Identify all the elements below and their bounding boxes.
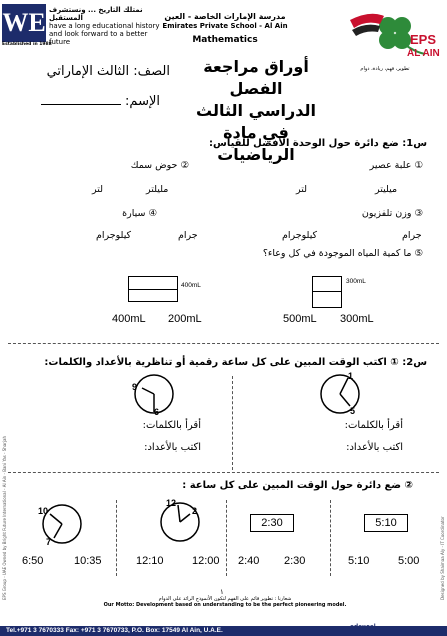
clock-c bbox=[158, 498, 202, 544]
clock-d-label-2: 7 bbox=[46, 537, 52, 546]
clock-a-label-1: 1 bbox=[348, 371, 354, 381]
q1-item-2-unit-b[interactable]: لتر bbox=[92, 184, 104, 195]
container-right bbox=[312, 276, 342, 308]
clock-b-label-2: 6 bbox=[154, 407, 160, 416]
eps-logo-text: EPS bbox=[410, 32, 437, 47]
clock-b-label-1: 9 bbox=[132, 382, 138, 392]
clock-a-label-2: 5 bbox=[350, 406, 356, 416]
container-left-mark: 400mL bbox=[181, 282, 201, 289]
grade-label: الصف: الثالث الإماراتي bbox=[46, 64, 170, 79]
footer-contact: Tel.+971 3 7670333 Fax: +971 3 7670733, P.O. Box: 17549 Al Ain, U.A.E. bbox=[0, 626, 447, 636]
container-right-mark: 300mL bbox=[346, 278, 366, 285]
clock-c-hand-1 bbox=[178, 505, 180, 522]
clock-c-hand-2 bbox=[180, 514, 190, 522]
q1-item-3-num: ③ bbox=[414, 208, 423, 219]
title-line-3: في مادة الرياضيات bbox=[217, 123, 295, 164]
q3-divider-1 bbox=[116, 500, 117, 576]
footer-motto bbox=[90, 596, 360, 608]
clock-d-option-a[interactable]: 6:50 bbox=[22, 555, 44, 567]
q3-divider-2 bbox=[226, 500, 227, 576]
clock-b-write-numbers: اكتب بالأعداد: bbox=[144, 442, 201, 453]
subject-title: Mathematics bbox=[192, 35, 258, 45]
q3-divider-3 bbox=[330, 500, 331, 576]
eps-slogan: تطوير، فهم، ريادة، دوام bbox=[360, 66, 410, 72]
q2-column-divider bbox=[232, 376, 233, 470]
we-established: Established in 1988 bbox=[2, 42, 52, 47]
worksheet-title bbox=[186, 56, 326, 166]
q1-item-3-unit-a[interactable]: جرام bbox=[402, 230, 422, 241]
q1-item-4 bbox=[122, 208, 157, 219]
clock-d-label-1: 10 bbox=[38, 506, 49, 516]
container-left-level bbox=[129, 289, 177, 290]
clock-d-option-b[interactable]: 10:35 bbox=[74, 555, 102, 567]
q1-item-1-num: ① bbox=[414, 160, 423, 171]
container-right-level bbox=[313, 291, 341, 292]
footer-motto-en: Our Motto: Development based on understanding to be the perfect pioneering model. bbox=[103, 602, 347, 608]
name-line[interactable] bbox=[41, 104, 121, 105]
we-slogan-ar: نمتلك التاريخ ... ونستشرف المستقبل bbox=[49, 6, 143, 22]
clock-c-label-1: 12 bbox=[166, 498, 177, 508]
clock-a-hand-2 bbox=[340, 394, 350, 406]
side-text-right: Designed by Shaimaa Aly - IT Coordinator bbox=[440, 516, 445, 600]
container-left-choice-a[interactable]: 400mL bbox=[112, 313, 146, 325]
school-name-ar: مدرسة الإمارات الخاصة - العين bbox=[164, 12, 286, 21]
section-divider-1 bbox=[8, 343, 439, 344]
q1-item-2-label: حوض سمك bbox=[130, 160, 178, 171]
digital-clock-2-option-b[interactable]: 2:30 bbox=[284, 555, 306, 567]
digital-clock-1-option-a[interactable]: 5:10 bbox=[348, 555, 370, 567]
footer-motto-ar: شعارنا : تطوير قائم على الفهم لتكون الأنموذج الرائد على الدوام bbox=[158, 596, 292, 602]
clock-b bbox=[132, 370, 176, 416]
we-slogan bbox=[49, 6, 169, 46]
eps-logo bbox=[330, 6, 440, 68]
digital-clock-1-option-b[interactable]: 5:00 bbox=[398, 555, 420, 567]
q1-item-1 bbox=[370, 160, 423, 171]
section-divider-2 bbox=[8, 472, 439, 473]
q1-item-2-unit-a[interactable]: مليلتر bbox=[146, 184, 169, 195]
q1-item-3 bbox=[362, 208, 423, 219]
title-line-1: أوراق مراجعة الفصل bbox=[203, 57, 309, 98]
clock-a-read-words: أقرأ بالكلمات: bbox=[344, 420, 403, 431]
name-label: الإسم: bbox=[125, 94, 160, 109]
clock-a-hand-1 bbox=[340, 378, 348, 394]
clock-b-hand-1 bbox=[142, 388, 154, 394]
q1-title: س1: ضع دائرة حول الوحدة الأفضل للقياس: bbox=[209, 138, 427, 149]
clock-d-hand-2 bbox=[54, 524, 62, 538]
partner-logos bbox=[350, 614, 445, 624]
digital-clock-2: 2:30 bbox=[250, 514, 294, 532]
title-line-2: الدراسي الثالث bbox=[196, 101, 316, 120]
school-header bbox=[160, 12, 290, 45]
q1-item-2-num: ② bbox=[180, 160, 189, 171]
q1-item-5: ⑤ ما كمية المياه الموجودة في كل وعاء؟ bbox=[262, 248, 423, 259]
clock-c-option-a[interactable]: 12:10 bbox=[136, 555, 164, 567]
clock-a-write-numbers: اكتب بالأعداد: bbox=[346, 442, 403, 453]
clock-d-hand-1 bbox=[50, 514, 62, 524]
container-right-choice-b[interactable]: 300mL bbox=[340, 313, 374, 325]
q1-item-4-unit-a[interactable]: جرام bbox=[178, 230, 198, 241]
q1-item-1-unit-a[interactable]: ميليتر bbox=[375, 184, 398, 195]
clock-c-option-b[interactable]: 12:00 bbox=[192, 555, 220, 567]
we-logo: WE bbox=[2, 4, 46, 42]
q1-item-1-label: علبة عصير bbox=[369, 160, 412, 171]
q3-title: ② ضع دائرة حول الوقت المبين على كل ساعة : bbox=[182, 480, 413, 491]
q1-item-4-num: ④ bbox=[148, 208, 157, 219]
q1-item-2 bbox=[131, 160, 189, 171]
container-left-choice-b[interactable]: 200mL bbox=[168, 313, 202, 325]
q1-item-4-label: سيارة bbox=[122, 208, 146, 219]
side-text-left: EPS Group - UAE Owned by Bright Future International - Al Ain - Bani Yas - Sharjah bbox=[2, 435, 7, 600]
clock-b-read-words: أقرأ بالكلمات: bbox=[142, 420, 201, 431]
school-name-en: Emirates Private School - Al Ain bbox=[162, 22, 288, 30]
clock-a bbox=[318, 370, 362, 416]
clock-d bbox=[38, 500, 84, 546]
digital-clock-2-option-a[interactable]: 2:40 bbox=[238, 555, 260, 567]
q1-item-3-label: وزن تلفزيون bbox=[361, 208, 412, 219]
q1-item-4-unit-b[interactable]: كيلوجرام bbox=[96, 230, 132, 241]
q2-title: س2: ① اكتب الوقت المبين على كل ساعة رقمية أو تناظرية بالأعداد والكلمات: bbox=[44, 357, 427, 368]
page-number: ١ bbox=[220, 588, 224, 596]
q1-item-1-unit-b[interactable]: لتر bbox=[296, 184, 308, 195]
q1-item-3-unit-b[interactable]: كيلوجرام bbox=[282, 230, 318, 241]
eps-logo-sub: AL AIN bbox=[407, 48, 440, 59]
container-left bbox=[128, 276, 178, 302]
clock-c-label-2: 2 bbox=[192, 506, 198, 516]
we-slogan-en: have a long educational history and look forward to a better future bbox=[49, 22, 160, 46]
container-right-choice-a[interactable]: 500mL bbox=[283, 313, 317, 325]
name-field bbox=[20, 94, 160, 109]
digital-clock-1: 5:10 bbox=[364, 514, 408, 532]
